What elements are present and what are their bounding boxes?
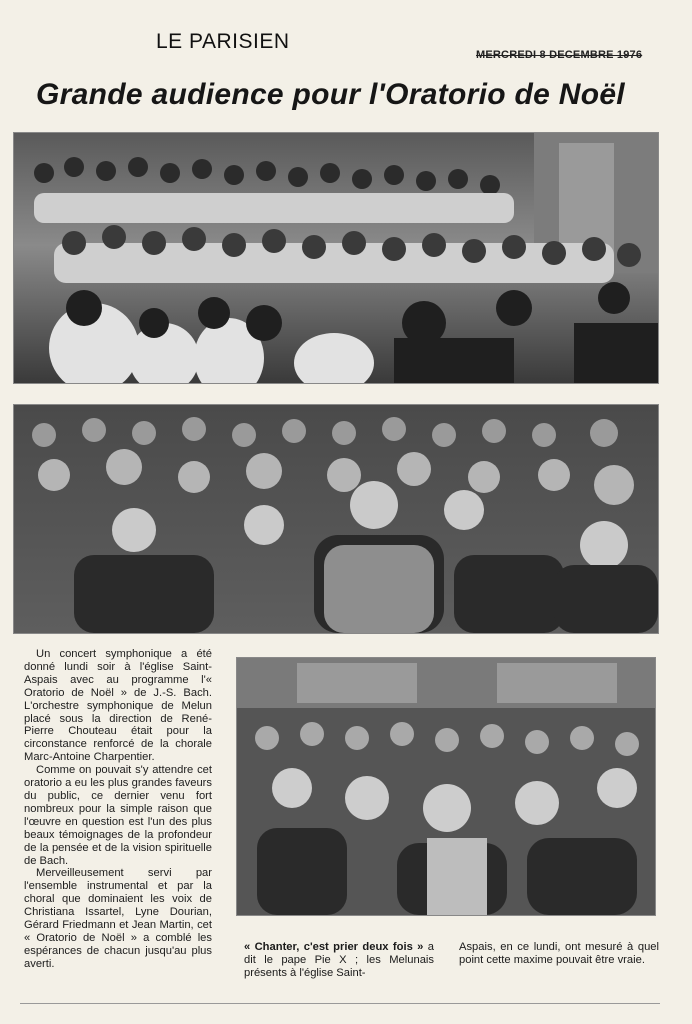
audience-closeup-image: [237, 658, 655, 915]
choir-photo-image: [14, 133, 658, 383]
article-paragraph: Un concert symphonique a été donné lundi soir à l'église Saint-Aspais avec au programme l'« Oratorio de Noël » de J.-S. Bach. L'orchestre symphonique de Melun placé sous la direction de René-Pierre Chouteau était pour la circonstance renforcé de la chorale Marc-Antoine Charpentier.: [24, 648, 212, 764]
caption-left: [244, 941, 434, 980]
audience-photo: [13, 404, 659, 634]
audience-photo-image: [14, 405, 658, 633]
publication-date: MERCREDI 8 DECEMBRE 1976: [476, 49, 643, 61]
caption-right: Aspais, en ce lundi, ont mesuré à quel point cette maxime pouvait être vraie.: [459, 941, 659, 966]
bottom-rule: [20, 1003, 660, 1004]
headline: Grande audience pour l'Oratorio de Noël: [36, 78, 625, 111]
caption-quote: « Chanter, c'est prier deux fois »: [244, 941, 424, 953]
caption-left-text: a dit le pape Pie X ; les Melunais présents à l'église Saint-: [244, 941, 434, 979]
article-paragraph: Comme on pouvait s'y attendre cet oratorio a eu les plus grandes faveurs du public, ce dernier venu fort nombreux pour la simple raison que l'œuvre en question est l'un des plus beaux témoignages de la profondeur de la pensée et de la vision spirituelle de Bach.: [24, 764, 212, 867]
newspaper-name: LE PARISIEN: [156, 30, 290, 53]
article-paragraph: Merveilleusement servi par l'ensemble instrumental et par la choral que dominaient les voix de Christiana Issartel, Lyne Dourian, Gérard Friedmann et Jean Martin, cet « Oratorio de Noël » a comblé les espérances de chacun jusqu'au plus averti.: [24, 867, 212, 970]
choir-and-audience-photo: [13, 132, 659, 384]
article-text: [24, 648, 212, 971]
audience-closeup-photo: [236, 657, 656, 916]
